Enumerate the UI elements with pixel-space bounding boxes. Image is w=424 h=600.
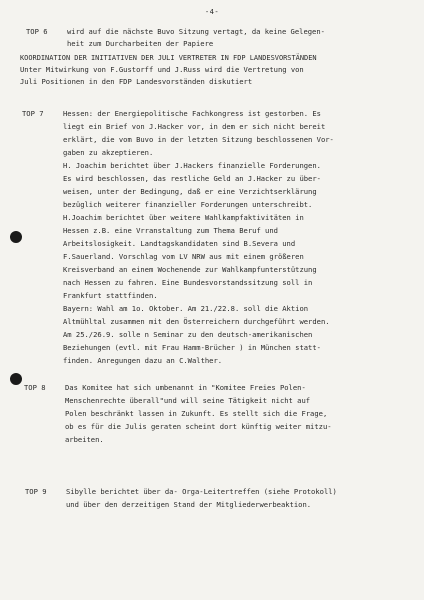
text-line: Polen beschränkt lassen in Zukunft. Es stellt sich die Frage,	[65, 409, 328, 418]
section-label-top7: TOP 7	[22, 109, 44, 118]
text-line: Frankfurt stattfinden.	[63, 291, 158, 300]
text-line: Juli Positionen in den FDP Landesvorständen diskutiert	[20, 77, 253, 86]
text-line: H. Joachim berichtet über J.Hackers finanzielle Forderungen.	[63, 161, 321, 170]
text-line: Kreisverband an einem Wochenende zur Wahlkampfunterstützung	[63, 265, 317, 274]
text-line: ob es für die Julis geraten scheint dort künftig weiter mitzu-	[65, 422, 332, 431]
punch-hole-bottom	[10, 373, 22, 385]
text-line: wird auf die nächste Buvo Sitzung vertagt, da keine Gelegen-	[67, 27, 325, 36]
text-line: KOORDINATION DER INITIATIVEN DER JULI VERTRETER IN FDP LANDESVORSTÄNDEN	[20, 54, 317, 62]
text-line: Es wird beschlossen, das restliche Geld an J.Hacker zu über-	[63, 174, 321, 183]
text-line: nach Hessen zu fahren. Eine Bundesvorstandssitzung soll in	[63, 278, 313, 287]
text-line: Das Komitee hat sich umbenannt in "Komitee Freies Polen-	[65, 383, 306, 392]
text-line: Beziehungen (evtl. mit Frau Hamm-Brücher ) in München statt-	[63, 343, 321, 352]
text-line: Arbeitslosigkeit. Landtagskandidaten sind B.Severa und	[63, 239, 296, 248]
text-line: Unter Mitwirkung von F.Gustorff und J.Russ wird die Vertretung von	[20, 65, 304, 74]
section-label-top9: TOP 9	[25, 487, 47, 496]
page-number: -4-	[204, 7, 220, 16]
text-line: liegt ein Brief von J.Hacker vor, in dem er sich nicht bereit	[63, 122, 326, 131]
text-line: F.Sauerland. Vorschlag vom LV NRW aus mit einem größeren	[63, 252, 304, 261]
text-line: finden. Anregungen dazu an C.Walther.	[63, 356, 223, 365]
text-line: und über den derzeitigen Stand der Mitgliederwerbeaktion.	[66, 500, 312, 509]
text-line: Hessen: der Energiepolitische Fachkongress ist gestorben. Es	[63, 109, 321, 118]
punch-hole-top	[10, 231, 22, 243]
text-line: Bayern: Wahl am 1o. Oktober. Am 21./22.8. soll die Aktion	[63, 304, 309, 313]
text-line: bezüglich weiterer finanzieller Forderungen unterschreibt.	[63, 200, 313, 209]
text-line: gaben zu akzeptieren.	[63, 148, 154, 157]
section-label-top8: TOP 8	[24, 383, 46, 392]
text-line: arbeiten.	[65, 435, 104, 444]
section-label-top6: TOP 6	[26, 27, 48, 36]
text-line: heit zum Durcharbeiten der Papiere	[67, 39, 214, 48]
text-line: Menschenrechte überall"und will seine Tätigkeit nicht auf	[65, 396, 311, 405]
text-line: H.Joachim berichtet über weitere Wahlkampfaktivitäten in	[63, 213, 304, 222]
text-line: Altmühltal zusammen mit den Österreichern durchgeführt werden.	[63, 317, 330, 326]
text-line: erklärt, die vom Buvo in der letzten Sitzung beschlossenen Vor-	[63, 135, 334, 144]
text-line: Hessen z.B. eine Vrranstaltung zum Thema Beruf und	[63, 226, 278, 235]
text-line: Am 25./26.9. solle n Seminar zu den deutsch-amerikanischen	[63, 330, 313, 339]
text-line: weisen, unter der Bedingung, daß er eine Verzichtserklärung	[63, 187, 317, 196]
text-line: Sibylle berichtet über da- Orga-Leitertreffen (siehe Protokoll)	[66, 487, 337, 496]
